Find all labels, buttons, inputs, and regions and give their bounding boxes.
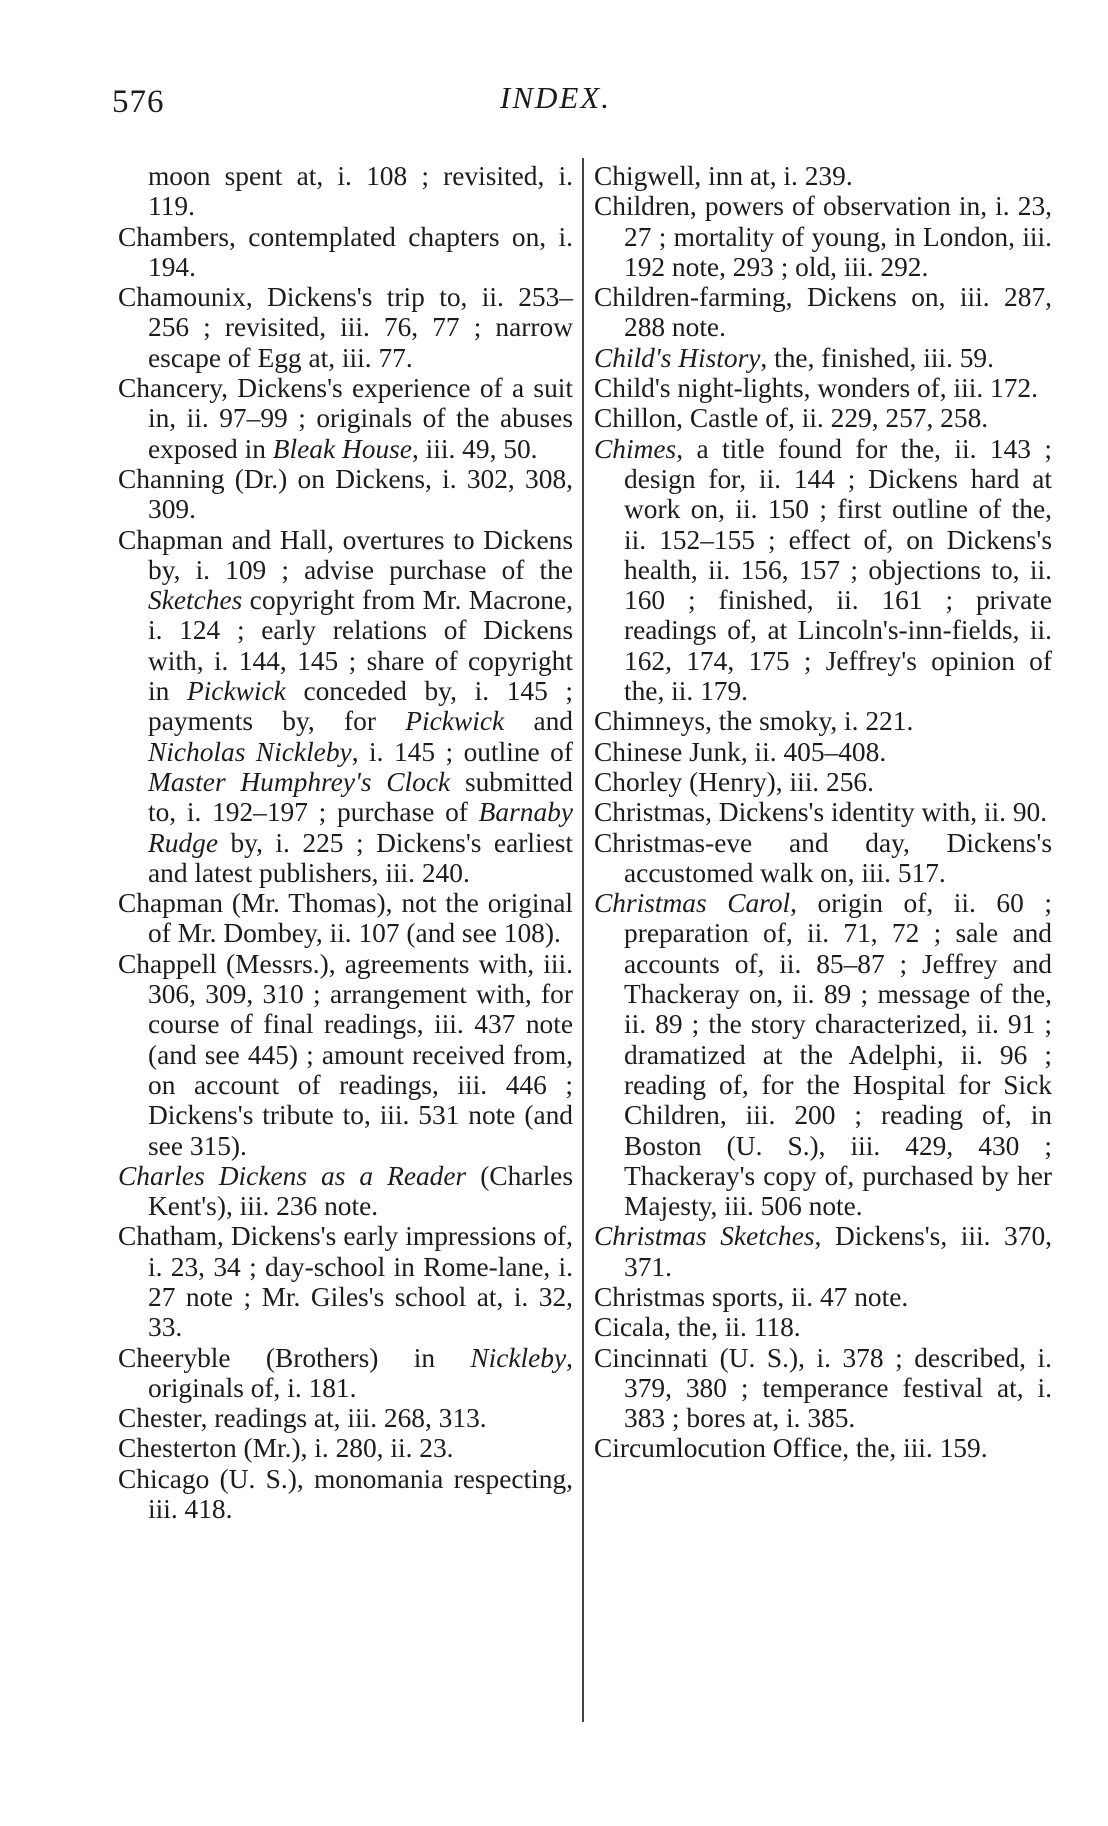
index-entry: [118, 222, 573, 283]
running-head-title: INDEX.: [500, 80, 612, 115]
index-entry-text: Circumlocution Office, the, iii. 159.: [594, 1433, 988, 1464]
index-entry: [118, 888, 573, 949]
index-entry-text: Chancery, Dickens's experience of a suit in, ii. 97–99 ; originals of the abuses exposed in: [118, 373, 573, 464]
index-entry-text: Chorley (Henry), iii. 256.: [594, 766, 874, 797]
index-entry-text: Chigwell, inn at, i. 239.: [594, 161, 853, 191]
index-entry-text: Chimneys, the smoky, i. 221.: [594, 706, 914, 737]
index-entry-text: Christmas, Dickens's identity with, ii. 90.: [594, 797, 1048, 828]
index-entry-title: Nickleby: [470, 1342, 567, 1373]
index-entry-text: Christmas-eve and day, Dickens's accustomed walk on, iii. 517.: [594, 827, 1052, 888]
index-entry: [118, 525, 573, 889]
index-entry-text: , a title found for the, ii. 143 ; design for, ii. 144 ; Dickens hard at work on, ii. 150 ; first outline of the, ii. 152–155 ; effect of, on Dickens's health, ii. 156, 157 ; objections to, ii. 160 ; finished, ii. 161 ; private readings of, at Lincoln's-inn-fields, ii. 162, 174, 175 ; Jeffrey's opinion of the, ii. 179.: [624, 433, 1052, 707]
index-entry-text: Chambers, contemplated chapters on, i. 194.: [118, 221, 573, 282]
index-entry: [118, 1343, 573, 1404]
index-entry-text: Child's night-lights, wonders of, iii. 172.: [594, 373, 1038, 404]
index-entry-text: Chesterton (Mr.), i. 280, ii. 23.: [118, 1433, 454, 1464]
index-entry: [118, 1221, 573, 1342]
index-entry: [594, 706, 1052, 736]
index-entry: [118, 1161, 573, 1222]
index-entry-title: Bleak House: [272, 433, 412, 464]
index-entry-text: Children, powers of observation in, i. 23, 27 ; mortality of young, in London, iii. 192 note, 293 ; old, iii. 292.: [594, 191, 1052, 282]
index-entry: [118, 1403, 573, 1433]
index-entry: [594, 797, 1052, 827]
index-entry-text: Chapman (Mr. Thomas), not the original of Mr. Dombey, ii. 107 (and see 108).: [118, 888, 573, 949]
index-entry-text: , i. 145 ; outline of: [351, 736, 573, 767]
index-entry-title: Sketches: [148, 585, 243, 616]
index-entry-text: copyright from Mr. Macrone, i. 124 ; early relations of Dickens with, i. 144, 145 ; share of copyright in: [148, 585, 573, 707]
column-divider: [582, 158, 584, 1722]
index-entry-title: Charles Dickens as a Reader: [118, 1160, 467, 1191]
index-entry: [594, 191, 1052, 282]
index-entry-title: Pickwick: [405, 706, 505, 737]
index-entry: [594, 434, 1052, 707]
index-entry: [594, 282, 1052, 343]
page-number: 576: [112, 84, 165, 120]
index-entry: [594, 767, 1052, 797]
index-column-left: [118, 161, 573, 1524]
index-entry-title: Chimes: [594, 433, 677, 464]
index-entry: [118, 161, 573, 222]
index-entry: [118, 1433, 573, 1463]
index-entry-title: Nicholas Nickleby: [148, 736, 352, 767]
index-entry: [594, 1221, 1052, 1282]
index-entry: [594, 343, 1052, 373]
index-entry-text: , iii. 49, 50.: [411, 433, 538, 464]
index-entry-text: , Dickens's, iii. 370, 371.: [624, 1221, 1052, 1282]
index-entry-text: Cicala, the, ii. 118.: [594, 1312, 801, 1343]
index-entry: [118, 373, 573, 464]
index-entry: [594, 1433, 1052, 1463]
index-entry-text: Cheeryble (Brothers) in: [118, 1342, 471, 1373]
index-entry-text: Children-farming, Dickens on, iii. 287, 288 note.: [594, 282, 1052, 343]
index-entry: [118, 1464, 573, 1525]
index-entry: [594, 161, 1052, 191]
index-entry-text: Chamounix, Dickens's trip to, ii. 253–256 ; revisited, iii. 76, 77 ; narrow escape of Egg at, iii. 77.: [118, 282, 573, 373]
index-entry: [594, 373, 1052, 403]
index-entry-text: and: [504, 706, 573, 737]
index-entry-text: Christmas sports, ii. 47 note.: [594, 1281, 909, 1312]
index-entry-title: Master Humphrey's Clock: [148, 766, 451, 797]
index-entry-text: moon spent at, i. 108 ; revisited, i. 119.: [148, 161, 573, 222]
index-entry-title: Child's History: [594, 342, 761, 373]
index-entry-text: Chatham, Dickens's early impressions of, i. 23, 34 ; day-school in Rome-lane, i. 27 note ; Mr. Giles's school at, i. 32, 33.: [118, 1221, 573, 1343]
index-entry-title: Barnaby Rudge: [148, 797, 573, 858]
index-entry-text: Chinese Junk, ii. 405–408.: [594, 736, 887, 767]
index-entry-text: Chicago (U. S.), monomania respecting, iii. 418.: [118, 1463, 573, 1525]
index-column-right: [594, 161, 1052, 1464]
index-entry-text: Chappell (Messrs.), agreements with, iii. 306, 309, 310 ; arrangement with, for course of final readings, iii. 437 note (and see 445) ; amount received from, on account of readings, iii. 446 ; Dickens's tribute to, iii. 531 note (and see 315).: [118, 948, 573, 1161]
index-entry-text: (Charles Kent's), iii. 236 note.: [148, 1160, 573, 1222]
index-entry: [118, 282, 573, 373]
index-entry-title: Christmas Sketches: [594, 1221, 815, 1252]
index-entry: [594, 403, 1052, 433]
index-entry: [118, 464, 573, 525]
index-entry: [594, 828, 1052, 889]
index-entry-text: Chapman and Hall, overtures to Dickens by, i. 109 ; advise purchase of the: [118, 524, 573, 585]
index-entry: [594, 737, 1052, 767]
index-entry-text: Cincinnati (U. S.), i. 378 ; described, i. 379, 380 ; temperance festival at, i. 383 ; bores at, i. 385.: [594, 1342, 1052, 1434]
index-entry: [594, 1343, 1052, 1434]
index-entry: [594, 1282, 1052, 1312]
index-entry-text: , the, finished, iii. 59.: [760, 342, 994, 373]
index-entry-text: Chillon, Castle of, ii. 229, 257, 258.: [594, 403, 989, 434]
index-entry: [118, 949, 573, 1161]
index-entry-text: by, i. 225 ; Dickens's earliest and latest publishers, iii. 240.: [148, 827, 573, 888]
index-entry-text: , origin of, ii. 60 ; preparation of, ii. 71, 72 ; sale and accounts of, ii. 85–87 ; Jeffrey and Thackeray on, ii. 89 ; message of the, ii. 89 ; the story characterized, ii. 91 ; dramatized at the Adelphi, ii. 96 ; reading of, for the Hospital for Sick Children, iii. 200 ; reading of, in Boston (U. S.), iii. 429, 430 ; Thackeray's copy of, purchased by her Majesty, iii. 506 note.: [624, 888, 1052, 1222]
index-entry-text: Channing (Dr.) on Dickens, i. 302, 308, 309.: [118, 463, 573, 525]
index-entry-text: submitted to, i. 192–197 ; purchase of: [148, 766, 573, 828]
index-entry: [594, 888, 1052, 1221]
index-entry-text: Chester, readings at, iii. 268, 313.: [118, 1403, 487, 1434]
index-entry-text: conceded by, i. 145 ; payments by, for: [148, 676, 574, 737]
index-entry-title: Christmas Carol: [594, 888, 791, 919]
index-entry-text: , originals of, i. 181.: [148, 1342, 573, 1403]
index-entry: [594, 1312, 1052, 1342]
index-entry-title: Pickwick: [186, 676, 286, 707]
